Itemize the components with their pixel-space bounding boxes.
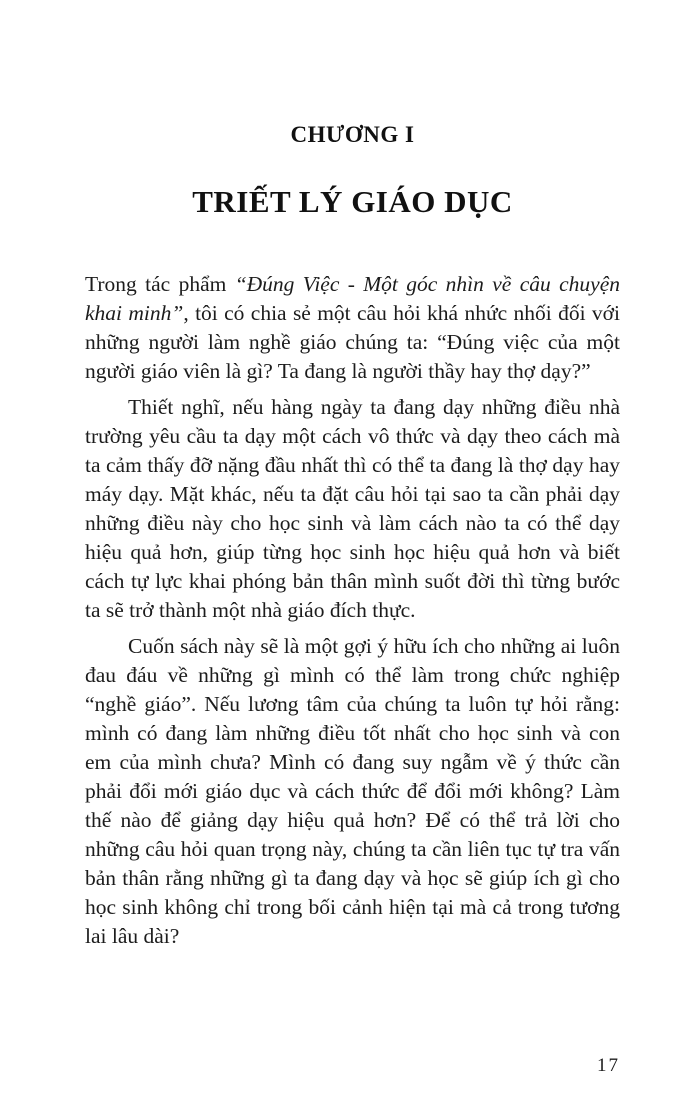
page-title: TRIẾT LÝ GIÁO DỤC bbox=[192, 184, 513, 219]
paragraph-3: Cuốn sách này sẽ là một gợi ý hữu ích cho những ai luôn đau đáu về những gì mình có thể làm trong chức nghiệp “nghề giáo”. Nếu lương tâm của chúng ta luôn tự hỏi rằng: mình có đang làm những điều tốt nhất cho học sinh và con em của mình chưa? Mình có đang suy ngẫm về ý thức cần phải đổi mới giáo dục và cách thức để đổi mới không? Làm thế nào để giảng dạy hiệu quả hơn? Để có thể trả lời cho những câu hỏi quan trọng này, chúng ta cần liên tục tự tra vấn bản thân rằng những gì ta đang dạy và học sẽ giúp ích gì cho học sinh không chỉ trong bối cảnh hiện tại mà cả trong tương lai lâu dài? bbox=[85, 634, 620, 948]
body-text bbox=[85, 270, 620, 951]
paragraph-1-text-end: , tôi có chia sẻ một câu hỏi khá nhức nhối đối với những người làm nghề giáo chúng ta: “Đúng việc của một người giáo viên là gì? Ta đang là người thầy hay thợ dạy?” bbox=[85, 301, 620, 383]
paragraph-1-text-start: Trong tác phẩm bbox=[85, 272, 235, 296]
paragraph-2: Thiết nghĩ, nếu hàng ngày ta đang dạy những điều nhà trường yêu cầu ta dạy một cách vô thức và dạy theo cách mà ta cảm thấy đỡ nặng đầu nhất thì có thể ta đang là thợ dạy hay máy dạy. Mặt khác, nếu ta đặt câu hỏi tại sao ta cần phải dạy những điều này cho học sinh và làm cách nào ta có thể dạy hiệu quả hơn, giúp từng học sinh học hiệu quả hơn và biết cách tự lực khai phóng bản thân mình suốt đời thì từng bước ta sẽ trở thành một nhà giáo đích thực. bbox=[85, 395, 620, 622]
paragraph-1 bbox=[85, 270, 620, 386]
page-content bbox=[85, 122, 620, 958]
page-number: 17 bbox=[597, 1055, 620, 1076]
chapter-label: CHƯƠNG I bbox=[290, 122, 415, 147]
book-title-reference: “Đúng Việc - Một góc nhìn về câu chuyện khai minh” bbox=[85, 272, 620, 325]
